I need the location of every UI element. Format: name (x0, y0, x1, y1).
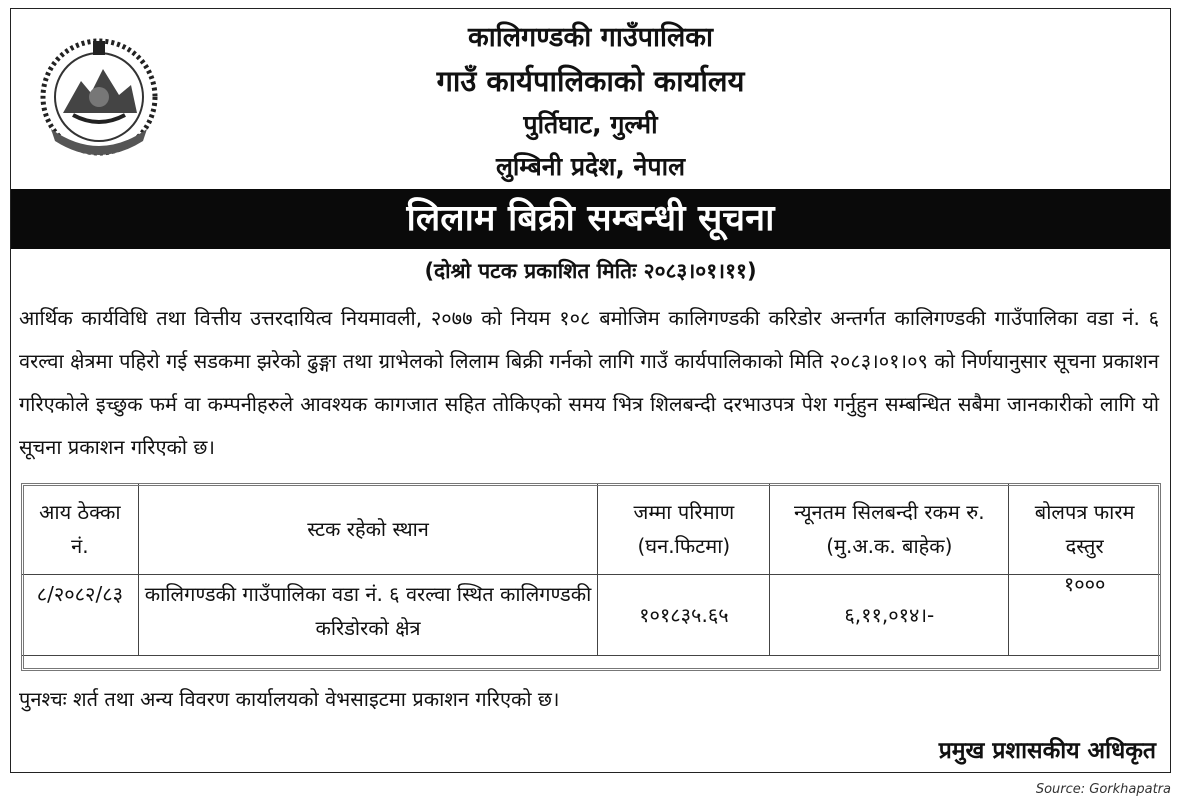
signatory-title: प्रमुख प्रशासकीय अधिकृत (938, 738, 1156, 764)
publication-date: (दोश्रो पटक प्रकाशित मितिः २०८३।०१।११) (424, 259, 757, 283)
province-country: लुम्बिनी प्रदेश, नेपाल (495, 152, 686, 181)
col-form-fee: बोलपत्र फारम दस्तुर (1009, 484, 1161, 575)
cell-form-fee: १००० (1009, 575, 1161, 656)
cell-minimum-amount: ६,११,०१४।- (770, 575, 1009, 656)
office-location: पुर्तिघाट, गुल्मी (523, 110, 658, 139)
cell-stock-location: कालिगण्डकी गाउँपालिका वडा नं. ६ वरल्वा स्थित कालिगण्डकी करिडोरको क्षेत्र (138, 575, 598, 656)
footnote: पुनश्चः शर्त तथा अन्य विवरण कार्यालयको वेभसाइटमा प्रकाशन गरिएको छ। (19, 687, 560, 711)
municipality-name: कालिगण्डकी गाउँपालिका (468, 22, 713, 53)
notice-title: लिलाम बिक्री सम्बन्धी सूचना (11, 189, 1170, 249)
cell-contract-no: ८/२०८२/८३ (22, 575, 139, 656)
office-name: गाउँ कार्यपालिकाको कार्यालय (436, 64, 745, 98)
source-credit: Source: Gorkhapatra (1035, 782, 1171, 797)
notice-frame (10, 8, 1171, 773)
col-contract-no: आय ठेक्का नं. (22, 484, 139, 575)
table-row (22, 575, 1161, 656)
table-header-row (22, 484, 1161, 575)
notice-header (11, 9, 1170, 189)
col-minimum-amount: न्यूनतम सिलबन्दी रकम रु. (मु.अ.क. बाहेक) (770, 484, 1009, 575)
notice-body: आर्थिक कार्यविधि तथा वित्तीय उत्तरदायित्व नियमावली, २०७७ को नियम १०८ बमोजिम कालिगण्डकी करिडोर अन्तर्गत कालिगण्डकी गाउँपालिका वडा नं. ६ वरल्वा क्षेत्रमा पहिरो गई सडकमा झरेको ढुङ्गा तथा ग्राभेलको लिलाम बिक्री गर्नको लागि गाउँ कार्यपालिकाको मिति २०८३।०१।०९ को निर्णयानुसार सूचना प्रकाशन गरिएकोले इच्छुक फर्म वा कम्पनीहरुले आवश्यक कागजात सहित तोकिएको समय भित्र शिलबन्दी दरभाउपत्र पेश गर्नुहुन सम्बन्धित सबैमा जानकारीको लागि यो सूचना प्रकाशन गरिएको छ। (19, 306, 1159, 459)
col-stock-location: स्टक रहेको स्थान (138, 484, 598, 575)
cell-total-quantity: १०१८३५.६५ (598, 575, 770, 656)
col-total-quantity: जम्मा परिमाण (घन.फिटमा) (598, 484, 770, 575)
auction-table (21, 483, 1161, 656)
